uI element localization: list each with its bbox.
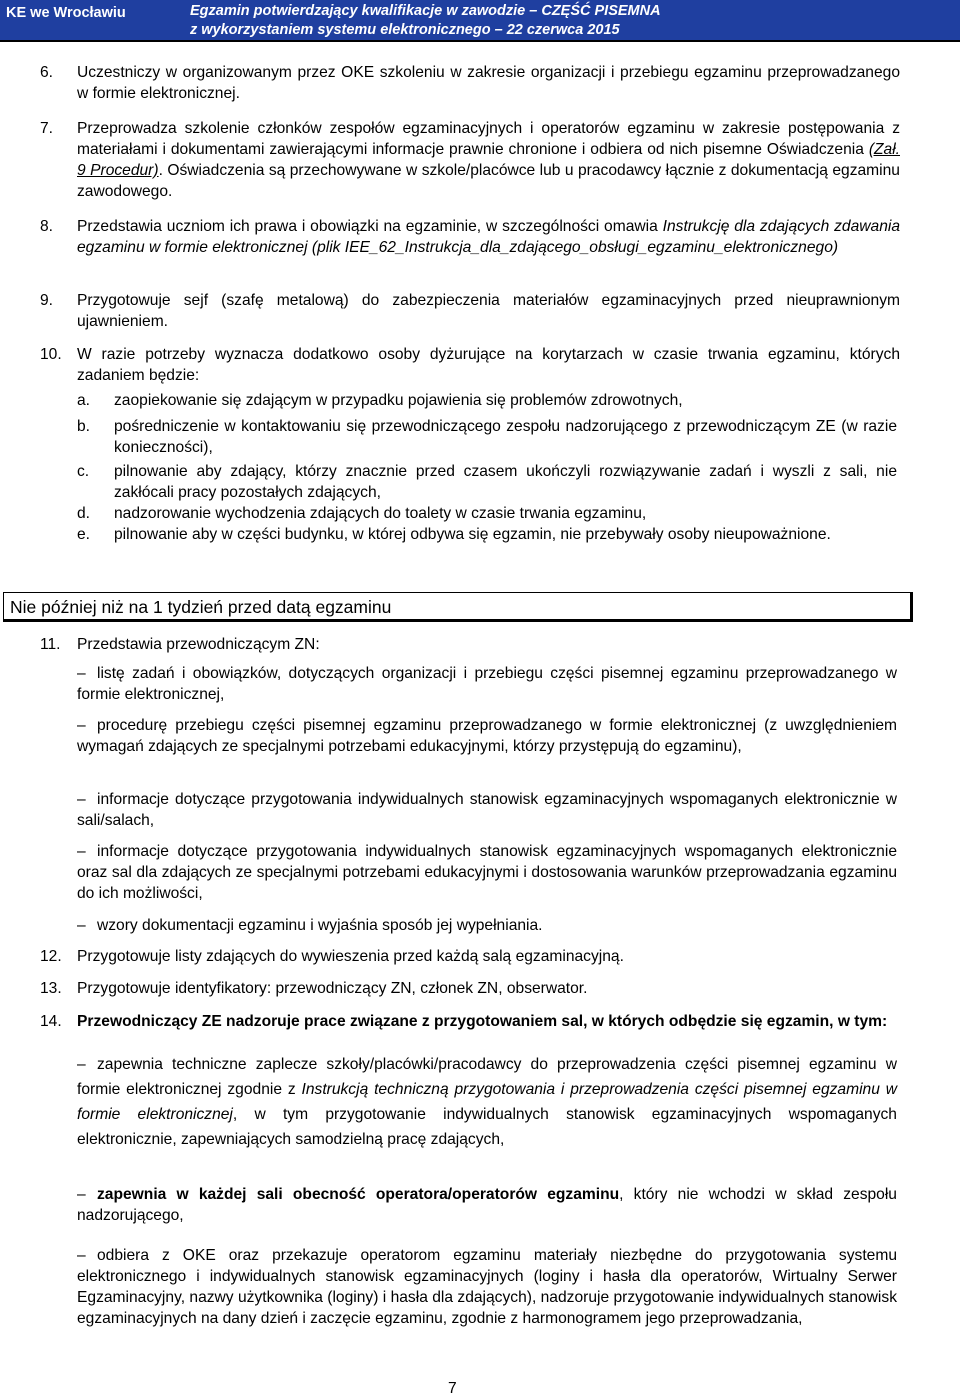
- dash-item-text: [77, 1052, 897, 1152]
- list-item-8: [40, 216, 900, 258]
- dash-item-text: [77, 841, 897, 904]
- list-item-11: [40, 634, 900, 655]
- dash-item-text: [77, 1184, 897, 1226]
- dash-bullet: –: [77, 917, 86, 934]
- item-number: 11.: [40, 636, 61, 653]
- sub-item-text: nadzorowanie wychodzenia zdających do toalety w czasie trwania egzaminu,: [114, 505, 647, 522]
- item-text: Przewodniczący ZE nadzoruje prace związane z przygotowaniem sal, w których odbędzie się egzamin, w tym:: [77, 1013, 888, 1030]
- item-number: 10.: [40, 346, 62, 363]
- sub-item-letter: d.: [77, 505, 91, 522]
- dash-item-content: procedurę przebiegu części pisemnej egzaminu przeprowadzanego w formie elektronicznej (z uwzględnieniem wymagań zdających ze specjalnymi potrzebami edukacyjnymi, którzy przystępują do egzaminu),: [77, 717, 897, 755]
- item-text: Przedstawia przewodniczącym ZN:: [77, 636, 320, 653]
- dash-item: [77, 1245, 897, 1329]
- dash-bullet: –: [77, 1056, 86, 1073]
- sub-item-c: [77, 461, 897, 503]
- sub-item-d: [77, 503, 897, 524]
- header-title-line2: z wykorzystaniem systemu elektronicznego – 22 czerwca 2015: [190, 22, 620, 38]
- item-text: Przygotowuje sejf (szafę metalową) do zabezpieczenia materiałów egzaminacyjnych przed nieuprawnionym ujawnieniem.: [77, 292, 900, 330]
- item-text: W razie potrzeby wyznacza dodatkowo osoby dyżurujące na korytarzach w czasie trwania egzaminu, których zadaniem będzie:: [77, 346, 900, 384]
- sub-item-a: [77, 390, 897, 411]
- sub-item-e: [77, 524, 897, 545]
- item-number: 6.: [40, 64, 54, 81]
- item-text-part: Przeprowadza szkolenie członków zespołów egzaminacyjnych i operatorów egzaminu w zakresie postępowania z materiałami i dokumentami zawierającymi informacje prawnie chronione i odbiera od nich pisemne Oświadczenia: [77, 120, 900, 158]
- item-text: Przygotowuje identyfikatory: przewodniczący ZN, członek ZN, obserwator.: [77, 980, 588, 997]
- dash-bullet: –: [77, 665, 86, 682]
- item-number: 8.: [40, 218, 54, 235]
- instruction-reference: Instrukcję dla zdających zdawania egzaminu w formie elektronicznej (plik IEE_62_Instrukcja_dla_zdającego_obsługi_egzaminu_elektronicznego): [77, 218, 901, 256]
- list-item-7: [40, 118, 900, 202]
- item-number: 9.: [40, 292, 54, 309]
- dash-item: [77, 1184, 897, 1226]
- list-item-9: [40, 290, 900, 332]
- dash-item: [77, 915, 897, 936]
- header-exam-title: [170, 0, 960, 40]
- dash-bullet: –: [77, 1247, 86, 1264]
- dash-item-text: [77, 663, 897, 705]
- dash-bullet: –: [77, 1186, 86, 1203]
- dash-item-content: , który nie wchodzi w skład zespołu nadzorującego,: [77, 1186, 897, 1224]
- sub-item-text: pilnowanie aby w części budynku, w której odbywa się egzamin, nie przebywały osoby nieupoważnione.: [114, 526, 831, 543]
- dash-item: [77, 789, 897, 831]
- dash-item: [77, 715, 897, 757]
- item-number: 12.: [40, 948, 62, 965]
- item-text-part: . Oświadczenia są przechowywane w szkole/placówce lub u pracodawcy łącznie z dokumentacją egzaminu zawodowego.: [77, 162, 900, 200]
- item-number: 14.: [40, 1013, 62, 1030]
- dash-item: [77, 1052, 897, 1152]
- section-heading: Nie później niż na 1 tydzień przed datą egzaminu: [3, 592, 913, 622]
- dash-item-content: informacje dotyczące przygotowania indywidualnych stanowisk egzaminacyjnych wspomaganych elektronicznie oraz sal dla zdających ze specjalnymi potrzebami edukacyjnymi i dostosowania warunków przeprowadzania egzaminu do ich możliwości,: [77, 843, 897, 902]
- dash-item-text: [77, 1245, 897, 1329]
- dash-item-content: odbiera z OKE oraz przekazuje operatorom egzaminu materiały niezbędne do przygotowania systemu elektronicznego i indywidualnych stanowisk egzaminacyjnych (loginy i hasła dla operatorów, Wirtualny Serwer Egzaminacyjny, nazwy użytkownika (loginy) i hasła dla zdających), nadzoruje przygotowanie indywidualnych stanowisk egzaminacyjnych na dany dzień i zaczęcie egzaminu, zgodnie z harmonogramem jego przeprowadzania,: [77, 1247, 897, 1327]
- dash-item-content: zapewnia techniczne zaplecze szkoły/placówki/pracodawcy do przeprowadzenia części pisemnej egzaminu w formie elektronicznej zgodnie z: [77, 1056, 897, 1098]
- dash-item-content: , w tym przygotowanie indywidualnych stanowisk egzaminacyjnych wspomaganych elektronicznie, zapewniających samodzielną pracę zdających,: [77, 1106, 897, 1148]
- dash-item-text: [77, 715, 897, 757]
- dash-bullet: –: [77, 791, 86, 808]
- sub-item-text: zaopiekowanie się zdającym w przypadku pojawienia się problemów zdrowotnych,: [114, 392, 683, 409]
- item-text-part: Przedstawia uczniom ich prawa i obowiązki na egzaminie, w szczególności omawia: [77, 218, 663, 235]
- list-item-13: [40, 978, 900, 999]
- item-number: 7.: [40, 120, 54, 137]
- sub-item-letter: e.: [77, 526, 91, 543]
- item-text: Przygotowuje listy zdających do wywieszenia przed każdą salą egzaminacyjną.: [77, 948, 624, 965]
- sub-item-letter: b.: [77, 418, 91, 435]
- dash-bullet: –: [77, 717, 86, 734]
- page-number: 7: [448, 1380, 457, 1397]
- dash-item-content: listę zadań i obowiązków, dotyczących organizacji i przebiegu części pisemnej egzaminu przeprowadzanego w formie elektronicznej,: [77, 665, 897, 703]
- list-item-12: [40, 946, 900, 967]
- dash-item-text: [77, 915, 897, 936]
- item-text: Uczestniczy w organizowanym przez OKE szkoleniu w zakresie organizacji i przebiegu egzaminu przeprowadzanego w formie elektronicznej.: [77, 64, 900, 102]
- dash-item-bold: zapewnia w każdej sali obecność operatora/operatorów egzaminu: [97, 1186, 620, 1203]
- page-header: [0, 0, 960, 42]
- header-title-line1: Egzamin potwierdzający kwalifikacje w zawodzie – CZĘŚĆ PISEMNA: [190, 3, 661, 19]
- dash-item-text: [77, 789, 897, 831]
- header-institution: KE we Wrocławiu: [0, 0, 170, 40]
- sub-item-b: [77, 416, 897, 458]
- dash-item-content: informacje dotyczące przygotowania indywidualnych stanowisk egzaminacyjnych wspomaganych elektronicznie w sali/salach,: [77, 791, 897, 829]
- item-text: [77, 216, 900, 258]
- sub-item-text: pilnowanie aby zdający, którzy znacznie przed czasem ukończyli rozwiązywanie zadań i wyszli z sali, nie zakłócali pracy pozostałych zdających,: [114, 463, 897, 501]
- list-item-14: [40, 1011, 900, 1032]
- dash-bullet: –: [77, 843, 86, 860]
- item-text: [77, 118, 900, 202]
- dash-item: [77, 841, 897, 904]
- annex-reference-link[interactable]: (Zał. 9 Procedur): [77, 141, 900, 179]
- dash-item-content: wzory dokumentacji egzaminu i wyjaśnia sposób jej wypełniania.: [97, 917, 543, 934]
- technical-instruction-reference: Instrukcją techniczną przygotowania i przeprowadzenia części pisemnej egzaminu w formie elektronicznej: [77, 1081, 898, 1123]
- item-number: 13.: [40, 980, 62, 997]
- list-item-10: [40, 344, 900, 386]
- sub-item-letter: a.: [77, 392, 91, 409]
- dash-item: [77, 663, 897, 705]
- list-item-6: [40, 62, 900, 104]
- sub-item-text: pośredniczenie w kontaktowaniu się przewodniczącego zespołu nadzorującego z przewodniczącym ZE (w razie konieczności),: [114, 418, 897, 456]
- sub-item-letter: c.: [77, 463, 90, 480]
